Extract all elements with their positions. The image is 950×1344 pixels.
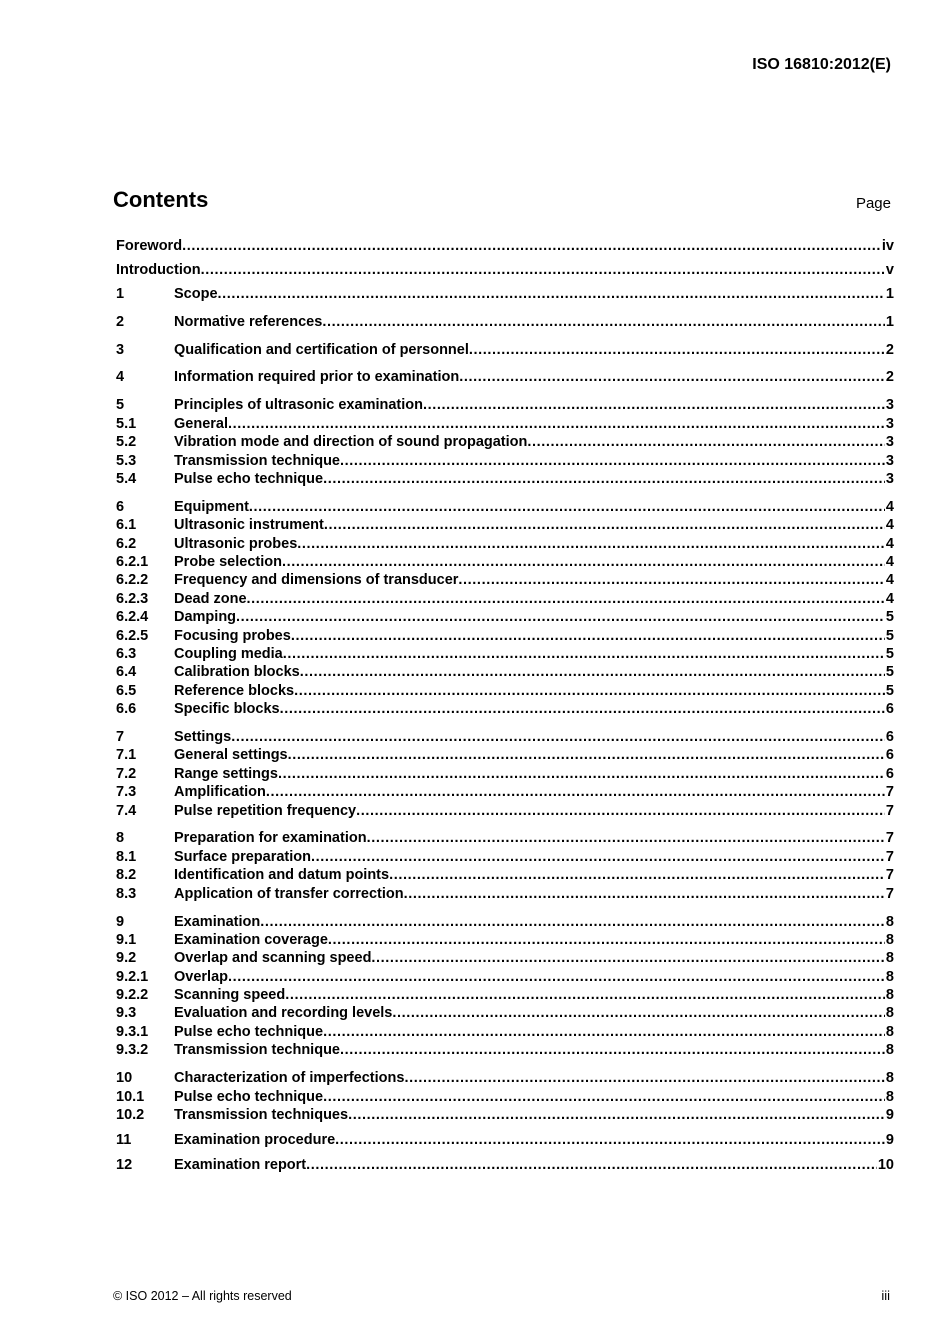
toc-entry[interactable] <box>116 313 894 331</box>
toc-dot-leader <box>469 341 885 359</box>
toc-entry-title: Calibration blocks <box>174 664 300 681</box>
toc-dot-leader <box>367 829 885 847</box>
toc-dot-leader <box>423 396 885 414</box>
toc-entry-line <box>174 1088 894 1106</box>
toc-entry-page: 5 <box>885 664 894 681</box>
toc-entry-number: 6.2.2 <box>116 572 149 589</box>
toc-dot-leader <box>231 728 885 746</box>
toc-entry-page: 4 <box>885 517 894 534</box>
toc-entry-line <box>116 237 894 255</box>
toc-entry[interactable] <box>116 949 894 967</box>
toc-entry-number: 7 <box>116 728 125 745</box>
toc-entry[interactable] <box>116 368 894 386</box>
toc-entry-title: Examination report <box>174 1156 307 1173</box>
toc-dot-leader <box>323 1023 885 1041</box>
toc-dot-leader <box>288 746 885 764</box>
toc-dot-leader <box>392 1004 885 1022</box>
toc-entry-number: 9.2 <box>116 950 137 967</box>
toc-entry-number: 10.2 <box>116 1106 145 1123</box>
toc-dot-leader <box>459 368 885 386</box>
toc-entry-page: 3 <box>885 434 894 451</box>
toc-entry-line <box>174 285 894 303</box>
toc-entry-page: 6 <box>885 701 894 718</box>
toc-entry[interactable] <box>116 1088 894 1106</box>
toc-entry-line <box>174 765 894 783</box>
toc-entry[interactable] <box>116 433 894 451</box>
toc-entry-line <box>174 313 894 331</box>
toc-entry-number: 9.3.1 <box>116 1023 149 1040</box>
toc-entry[interactable] <box>116 783 894 801</box>
toc-entry-line <box>174 746 894 764</box>
toc-dot-leader <box>322 313 885 331</box>
toc-entry-number: 5 <box>116 397 125 414</box>
toc-entry-page: 4 <box>885 572 894 589</box>
toc-entry-number: 12 <box>116 1156 133 1173</box>
toc-entry-title: Application of transfer correction <box>174 885 404 902</box>
toc-entry-number: 9 <box>116 913 125 930</box>
toc-entry[interactable] <box>116 765 894 783</box>
toc-dot-leader <box>389 866 885 884</box>
toc-dot-leader <box>335 1131 885 1149</box>
toc-entry-number: 5.2 <box>116 434 137 451</box>
toc-entry-line <box>174 931 894 949</box>
toc-dot-leader <box>527 433 885 451</box>
toc-entry-title: Amplification <box>174 784 266 801</box>
toc-entry-page: 7 <box>885 830 894 847</box>
toc-entry-number: 9.1 <box>116 931 137 948</box>
toc-entry[interactable] <box>116 728 894 746</box>
toc-entry-title: Overlap and scanning speed <box>174 950 372 967</box>
toc-entry-line <box>174 1004 894 1022</box>
toc-entry-line <box>174 1106 894 1124</box>
toc-entry-line <box>174 949 894 967</box>
footer-copyright: © ISO 2012 – All rights reserved <box>113 1289 292 1303</box>
toc-entry-page: 4 <box>885 498 894 515</box>
toc-entry-page: 5 <box>885 609 894 626</box>
toc-entry-title: General settings <box>174 747 288 764</box>
toc-entry-page: 8 <box>885 950 894 967</box>
toc-entry-page: 2 <box>885 341 894 358</box>
toc-entry-page: 3 <box>885 415 894 432</box>
toc-entry-page: 8 <box>885 1070 894 1087</box>
toc-entry-title: Pulse echo technique <box>174 1023 324 1040</box>
toc-entry-line <box>174 470 894 488</box>
toc-entry-page: 8 <box>885 931 894 948</box>
toc-entry[interactable] <box>116 931 894 949</box>
toc-entry-page: 2 <box>885 369 894 386</box>
toc-dot-leader <box>348 1106 885 1124</box>
toc-dot-leader <box>458 571 885 589</box>
toc-entry[interactable] <box>116 1023 894 1041</box>
toc-entry-page: v <box>885 261 894 278</box>
toc-entry-number: 10 <box>116 1070 133 1087</box>
toc-entry[interactable] <box>116 645 894 663</box>
toc-entry-line <box>174 663 894 681</box>
toc-entry-title: Scanning speed <box>174 987 286 1004</box>
toc-dot-leader <box>283 645 885 663</box>
toc-entry-number: 6 <box>116 498 125 515</box>
toc-entry-title: Evaluation and recording levels <box>174 1005 393 1022</box>
toc-entry-page: 7 <box>885 885 894 902</box>
toc-entry-line <box>174 913 894 931</box>
toc-entry[interactable] <box>116 535 894 553</box>
toc-entry-line <box>174 452 894 470</box>
toc-entry-page: 3 <box>885 470 894 487</box>
toc-entry-title: Reference blocks <box>174 682 295 699</box>
toc-entry-title: Equipment <box>174 498 249 515</box>
toc-dot-leader <box>371 949 885 967</box>
toc-entry-line <box>116 261 894 279</box>
toc-entry[interactable] <box>116 913 894 931</box>
toc-entry-number: 6.2.4 <box>116 609 149 626</box>
toc-entry-line <box>174 1156 894 1174</box>
toc-entry[interactable] <box>116 700 894 718</box>
toc-entry-number: 6.1 <box>116 517 137 534</box>
toc-entry-page: 8 <box>885 1023 894 1040</box>
toc-dot-leader <box>294 682 885 700</box>
toc-dot-leader <box>228 415 885 433</box>
toc-entry-number: 2 <box>116 313 125 330</box>
toc-entry-line <box>174 866 894 884</box>
toc-dot-leader <box>247 590 885 608</box>
toc-entry-title: Ultrasonic instrument <box>174 517 324 534</box>
toc-entry[interactable] <box>116 498 894 516</box>
toc-entry-title: Introduction <box>116 261 201 278</box>
toc-entry-number: 6.2 <box>116 535 137 552</box>
toc-entry[interactable] <box>116 866 894 884</box>
toc-entry-page: 6 <box>885 747 894 764</box>
toc-entry-page: 5 <box>885 682 894 699</box>
toc-dot-leader <box>228 968 885 986</box>
toc-dot-leader <box>340 452 885 470</box>
toc-entry-line <box>174 1131 894 1149</box>
toc-entry[interactable] <box>116 571 894 589</box>
toc-entry-number: 5.1 <box>116 415 137 432</box>
toc-entry-number: 6.5 <box>116 682 137 699</box>
toc-entry[interactable] <box>116 682 894 700</box>
toc-entry-number: 5.4 <box>116 470 137 487</box>
toc-entry[interactable] <box>116 608 894 626</box>
toc-entry[interactable] <box>116 396 894 414</box>
toc-entry-number: 8.1 <box>116 848 137 865</box>
toc-dot-leader <box>266 783 885 801</box>
toc-entry-page: 9 <box>885 1106 894 1123</box>
toc-entry-number: 6.3 <box>116 645 137 662</box>
toc-entry-page: 8 <box>885 987 894 1004</box>
toc-dot-leader <box>201 261 885 279</box>
toc-entry-page: 7 <box>885 867 894 884</box>
toc-entry-number: 10.1 <box>116 1088 145 1105</box>
toc-dot-leader <box>280 700 885 718</box>
toc-entry-number: 6.2.3 <box>116 590 149 607</box>
toc-entry-line <box>174 848 894 866</box>
toc-entry-number: 4 <box>116 369 125 386</box>
toc-entry-title: Coupling media <box>174 645 283 662</box>
toc-entry-page: iv <box>881 238 894 254</box>
toc-entry[interactable] <box>116 968 894 986</box>
toc-dot-leader <box>285 986 885 1004</box>
toc-entry-page: 1 <box>885 285 894 302</box>
toc-entry-title: Qualification and certification of personnel <box>174 341 469 358</box>
toc-dot-leader <box>306 1156 877 1174</box>
toc-entry-title: Damping <box>174 609 237 626</box>
toc-entry-number: 6.6 <box>116 701 137 718</box>
toc-entry-title: Examination procedure <box>174 1131 336 1148</box>
toc-entry-title: Identification and datum points <box>174 867 390 884</box>
toc-entry-line <box>174 728 894 746</box>
toc-entry-page: 6 <box>885 765 894 782</box>
toc-dot-leader <box>404 1069 884 1087</box>
toc-entry-line <box>174 368 894 386</box>
toc-entry-page: 7 <box>885 802 894 819</box>
toc-entry-title: Pulse echo technique <box>174 1088 324 1105</box>
toc-entry-line <box>174 829 894 847</box>
toc-entry-line <box>174 1041 894 1059</box>
toc-entry-line <box>174 986 894 1004</box>
toc-entry-line <box>174 783 894 801</box>
toc-dot-leader <box>291 627 885 645</box>
toc-dot-leader <box>404 885 885 903</box>
toc-entry-page: 6 <box>885 728 894 745</box>
toc-dot-leader <box>323 470 885 488</box>
toc-entry[interactable] <box>116 341 894 359</box>
toc-entry-title: Principles of ultrasonic examination <box>174 397 423 414</box>
toc-entry-page: 3 <box>885 397 894 414</box>
toc-entry-title: Specific blocks <box>174 701 280 718</box>
toc-entry-line <box>174 535 894 553</box>
toc-entry-page: 10 <box>877 1156 894 1173</box>
toc-entry[interactable] <box>116 553 894 571</box>
toc-entry-page: 4 <box>885 535 894 552</box>
toc-entry-title: Dead zone <box>174 590 247 607</box>
toc-entry-title: Examination coverage <box>174 931 328 948</box>
toc-entry-number: 6.4 <box>116 664 137 681</box>
toc-entry-title: Range settings <box>174 765 278 782</box>
page-column-label: Page <box>855 195 891 212</box>
toc-entry-page: 8 <box>885 968 894 985</box>
toc-entry[interactable] <box>116 986 894 1004</box>
toc-entry[interactable] <box>116 829 894 847</box>
toc-entry-page: 5 <box>885 627 894 644</box>
toc-entry-line <box>174 433 894 451</box>
toc-entry-title: Transmission technique <box>174 1042 340 1059</box>
toc-entry-line <box>174 627 894 645</box>
toc-entry-line <box>174 498 894 516</box>
toc-entry-page: 3 <box>885 452 894 469</box>
toc-entry-title: Preparation for examination <box>174 830 367 847</box>
toc-entry-number: 3 <box>116 341 125 358</box>
toc-entry-number: 6.2.5 <box>116 627 149 644</box>
toc-dot-leader <box>324 516 885 534</box>
toc-entry-title: Characterization of imperfections <box>174 1070 405 1087</box>
toc-entry-line <box>174 590 894 608</box>
toc-entry[interactable] <box>116 627 894 645</box>
toc-dot-leader <box>249 498 885 516</box>
toc-entry[interactable] <box>116 470 894 488</box>
toc-entry[interactable] <box>116 663 894 681</box>
toc-entry-line <box>174 516 894 534</box>
toc-entry-page: 5 <box>885 645 894 662</box>
toc-dot-leader <box>356 802 885 820</box>
toc-entry-title: Vibration mode and direction of sound propagation <box>174 434 528 451</box>
toc-entry-title: Scope <box>174 285 218 302</box>
toc-entry-title: Frequency and dimensions of transducer <box>174 572 459 589</box>
toc-entry-page: 7 <box>885 848 894 865</box>
toc-dot-leader <box>300 663 885 681</box>
toc-dot-leader <box>311 848 885 866</box>
toc-entry[interactable] <box>116 1069 894 1087</box>
toc-entry-line <box>174 802 894 820</box>
toc-entry-line <box>174 415 894 433</box>
toc-dot-leader <box>282 553 885 571</box>
toc-entry[interactable] <box>116 415 894 433</box>
toc-entry-line <box>174 682 894 700</box>
toc-entry-number: 7.2 <box>116 765 137 782</box>
toc-entry[interactable] <box>116 802 894 820</box>
toc-entry-page: 8 <box>885 1042 894 1059</box>
toc-dot-leader <box>236 608 885 626</box>
toc-entry-line <box>174 700 894 718</box>
toc-entry[interactable] <box>116 1131 894 1149</box>
toc-entry-number: 8.2 <box>116 867 137 884</box>
toc-entry-title: Examination <box>174 913 261 930</box>
toc-entry[interactable] <box>116 1004 894 1022</box>
toc-dot-leader <box>218 285 885 303</box>
toc-entry-title: Pulse echo technique <box>174 470 324 487</box>
footer-page-number: iii <box>881 1288 890 1303</box>
toc-entry[interactable] <box>116 285 894 303</box>
toc-entry-title: Probe selection <box>174 553 282 570</box>
toc-entry-number: 8.3 <box>116 885 137 902</box>
toc-entry-title: Foreword <box>116 238 183 254</box>
toc-dot-leader <box>323 1088 885 1106</box>
toc-entry[interactable] <box>116 452 894 470</box>
toc-entry-page: 1 <box>885 313 894 330</box>
toc-dot-leader <box>278 765 885 783</box>
document-id: ISO 16810:2012(E) <box>752 56 891 73</box>
toc-entry-title: Pulse repetition frequency <box>174 802 357 819</box>
toc-entry[interactable] <box>116 1156 894 1174</box>
toc-entry[interactable] <box>116 590 894 608</box>
toc-entry-number: 9.3.2 <box>116 1042 149 1059</box>
toc-entry-title: Normative references <box>174 313 323 330</box>
table-of-contents <box>116 237 894 1174</box>
toc-entry-number: 7.4 <box>116 802 137 819</box>
toc-entry-page: 9 <box>885 1131 894 1148</box>
toc-entry-title: Focusing probes <box>174 627 291 644</box>
toc-entry-line <box>174 1023 894 1041</box>
toc-entry-title: Overlap <box>174 968 228 985</box>
toc-entry[interactable] <box>116 1106 894 1124</box>
toc-entry-title: Settings <box>174 728 232 745</box>
toc-entry-number: 6.2.1 <box>116 553 149 570</box>
toc-entry-line <box>174 645 894 663</box>
toc-entry[interactable] <box>116 848 894 866</box>
toc-entry-number: 7.1 <box>116 747 137 764</box>
toc-entry-number: 7.3 <box>116 784 137 801</box>
toc-entry-page: 8 <box>885 1005 894 1022</box>
toc-entry[interactable] <box>116 1041 894 1059</box>
toc-entry-line <box>174 571 894 589</box>
toc-entry-title: Transmission technique <box>174 452 340 469</box>
toc-dot-leader <box>182 237 881 255</box>
toc-entry-page: 7 <box>885 784 894 801</box>
toc-entry-line <box>174 553 894 571</box>
toc-entry-number: 8 <box>116 830 125 847</box>
toc-entry-line <box>174 396 894 414</box>
toc-dot-leader <box>260 913 885 931</box>
toc-entry-line <box>174 1069 894 1087</box>
toc-entry[interactable] <box>116 885 894 903</box>
toc-entry-title: Surface preparation <box>174 848 311 865</box>
toc-entry-line <box>174 885 894 903</box>
toc-dot-leader <box>340 1041 885 1059</box>
contents-title: Contents <box>113 187 209 212</box>
toc-entry-title: Transmission techniques <box>174 1106 349 1123</box>
toc-entry-number: 9.3 <box>116 1005 137 1022</box>
toc-entry-number: 9.2.2 <box>116 987 149 1004</box>
toc-entry-number: 5.3 <box>116 452 137 469</box>
toc-entry[interactable] <box>116 261 894 279</box>
toc-entry-page: 8 <box>885 913 894 930</box>
toc-entry-title: Ultrasonic probes <box>174 535 298 552</box>
toc-entry-page: 4 <box>885 590 894 607</box>
toc-entry-number: 1 <box>116 285 125 302</box>
toc-entry[interactable] <box>116 237 894 255</box>
toc-entry-line <box>174 341 894 359</box>
toc-entry-number: 11 <box>116 1131 132 1148</box>
toc-dot-leader <box>297 535 885 553</box>
toc-entry-page: 4 <box>885 553 894 570</box>
toc-entry[interactable] <box>116 746 894 764</box>
toc-entry-line <box>174 968 894 986</box>
toc-entry[interactable] <box>116 516 894 534</box>
toc-entry-line <box>174 608 894 626</box>
toc-entry-page: 8 <box>885 1088 894 1105</box>
toc-dot-leader <box>328 931 885 949</box>
toc-entry-title: Information required prior to examination <box>174 369 460 386</box>
toc-entry-number: 9.2.1 <box>116 968 149 985</box>
toc-entry-title: General <box>174 415 228 432</box>
